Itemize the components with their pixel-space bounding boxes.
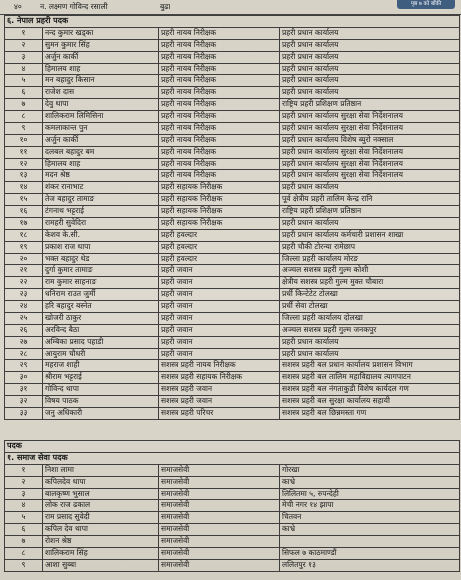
office-address: प्रहरी प्रधान कार्यालय विशेष ब्युरो नक्साल [280,134,460,146]
table-row [5,146,460,158]
table-row [5,75,460,87]
table-row [5,512,460,524]
person-name: नन्द कुमार खड्का [43,27,159,39]
person-name: कपिल देव थापा [43,524,159,536]
designation: प्रहरी नायब निरीक्षक [159,39,280,51]
designation: समाजसेवी [159,464,280,476]
designation: प्रहरी जवान [159,265,280,277]
serial-number: १८ [5,229,43,241]
designation: प्रहरी सहायक निरीक्षक [159,206,280,218]
designation: समाजसेवी [159,536,280,548]
office-address: प्रहरी प्रधान कार्यालय [280,51,460,63]
designation: सशस्त्र प्रहरी परिचर [159,407,280,419]
office-address: चितवन [280,512,460,524]
table-row [5,500,460,512]
table-row [5,265,460,277]
office-address: प्रहरी प्रधान कार्यालय [280,217,460,229]
serial-number: ५ [5,512,43,524]
person-name: हिमालय शाह [43,63,159,75]
serial-number: १६ [5,206,43,218]
designation: प्रहरी नायब निरीक्षक [159,75,280,87]
table-row [5,229,460,241]
office-address: सशस्त्र प्रहरी बल नंगताकुडी विशेष कार्यदल गण [280,384,460,396]
person-name: खोजरी ठाकुर [43,312,159,324]
table-row [5,241,460,253]
designation: सशस्त्र प्रहरी नायब निरीक्षक [159,360,280,372]
designation: समाजसेवी [159,500,280,512]
office-address: मेची नगर १४ झापा [280,500,460,512]
person-name: महराज शाही [43,360,159,372]
person-name: शालिकराम सिंह [43,547,159,559]
table-row [5,559,460,571]
office-address [280,536,460,548]
person-name: दुर्गा कुमार तामाङ [43,265,159,277]
designation: प्रहरी नायब निरीक्षक [159,111,280,123]
person-name: शंकर रानाभाट [43,182,159,194]
serial-number: २५ [5,312,43,324]
serial-number: ६ [5,87,43,99]
designation: प्रहरी जवान [159,336,280,348]
serial-number: २ [5,476,43,488]
medal-heading-row [5,441,460,453]
office-address: क्षेत्रीय सशस्त्र प्रहरी गुल्म मुक्त चौबारा [280,277,460,289]
office-address: सिफल ७ काठमाण्डौं [280,547,460,559]
table-row [5,312,460,324]
serial-number: ९ [5,122,43,134]
designation: समाजसेवी [159,476,280,488]
designation: सशस्त्र प्रहरी जवान [159,384,280,396]
medal-heading: पदक [5,441,460,453]
person-name: अर्जुन कार्की [43,134,159,146]
office-address: प्रहरी प्रधान कार्यालय सुरक्षा सेवा निर्देशनालय [280,122,460,134]
table-row [5,277,460,289]
serial-number: ५ [5,75,43,87]
serial-number: ३ [5,51,43,63]
person-name: राम कुमार साहनाङ [43,277,159,289]
office-address: काभ्रे [280,476,460,488]
person-name: निशा लामा [43,464,159,476]
serial-number: २० [5,253,43,265]
person-name: सुमन कुमार सिंह [43,39,159,51]
police-medal-table [4,15,460,420]
table-row [5,476,460,488]
office-address: प्रहरी प्रधान कार्यालय [280,39,460,51]
person-name: भक्त बहादुर थेड [43,253,159,265]
designation: प्रहरी नायब निरीक्षक [159,122,280,134]
designation: प्रहरी नायब निरीक्षक [159,51,280,63]
person-name: राम प्रसाद सुवेदी [43,512,159,524]
serial-number: १९ [5,241,43,253]
table-row [5,289,460,301]
table-row [5,547,460,559]
designation: प्रहरी नायब निरीक्षक [159,27,280,39]
person-name: मन बहादुर किसान [43,75,159,87]
person-name: हिमालय शाह [43,158,159,170]
office-address: अञ्चल सशस्त्र प्रहरी गुल्म कोशी [280,265,460,277]
serial-number: ४ [5,500,43,512]
serial-number: ३० [5,372,43,384]
designation: प्रहरी नायब निरीक्षक [159,158,280,170]
person-name: टंगनाथ भट्टराई [43,206,159,218]
serial-number: ३१ [5,384,43,396]
serial-number: ३२ [5,396,43,408]
designation: प्रहरी सहायक निरीक्षक [159,182,280,194]
person-name: लोक राज ढकाल [43,500,159,512]
table-row [5,39,460,51]
serial-number: २६ [5,324,43,336]
office-address: सशस्त्र प्रहरी बल तालिम महाविद्यालय त्यागपाटन [280,372,460,384]
designation: प्रहरी सहायक निरीक्षक [159,217,280,229]
serial-number: १० [5,134,43,146]
designation: प्रहरी जवान [159,312,280,324]
office-address: राष्ट्रिय प्रहरी प्रशिक्षण प्रतिष्ठान [280,99,460,111]
office-address: सशस्त्र प्रहरी बल छिन्नमस्ता गण [280,407,460,419]
person-name: तेज बहादुर तामाङ [43,194,159,206]
person-name: बालकृष्ण भुसाल [43,488,159,500]
office-address: ललितपुर १३ [280,559,460,571]
serial-number: १ [5,27,43,39]
office-address: प्रर्धी सेवा टोलखा [280,301,460,313]
person-name: शालिकराम लिमिसिना [43,111,159,123]
person-name: हरि बहादुर बस्नेत [43,301,159,313]
person-name: मदन श्रेष्ठ [43,170,159,182]
office-address: पूर्व क्षेत्रीय प्रहरी तालिम केन्द्र रानि [280,194,460,206]
top-row-name: न. लक्ष्मण गोविन्द रसाली [40,2,108,11]
person-name: विषय पाठक [43,396,159,408]
person-name: प्रकाश राज थापा [43,241,159,253]
designation: प्रहरी जवान [159,277,280,289]
serial-number: ३३ [5,407,43,419]
serial-number: ८ [5,111,43,123]
designation: प्रहरी जवान [159,289,280,301]
person-name: दलबल बहादुर बम [43,146,159,158]
serial-number: ६ [5,524,43,536]
table-row [5,134,460,146]
serial-number: २८ [5,348,43,360]
table-row [5,396,460,408]
serial-number: १ [5,464,43,476]
designation: समाजसेवी [159,524,280,536]
serial-number: २ [5,39,43,51]
office-address: प्रहरी प्रधान कार्यालय [280,348,460,360]
person-name: आयुराम चौधरी [43,348,159,360]
table-row [5,348,460,360]
table-row [5,206,460,218]
office-address: प्रहरी चौकी टोरन्या रामेछाप [280,241,460,253]
office-address: प्रहरी प्रधान कार्यालय [280,87,460,99]
person-name: देवु थापा [43,99,159,111]
table-row [5,360,460,372]
person-name: अर्जुन कार्की [43,51,159,63]
office-address: गोरखा [280,464,460,476]
person-name: रामहरी सुवेदिरा [43,217,159,229]
person-name: अरविन्द बैठा [43,324,159,336]
serial-number: २३ [5,289,43,301]
table-row [5,407,460,419]
person-name: कमलाकान्त पुन [43,122,159,134]
office-address: प्रहरी प्रधान कार्यालय [280,27,460,39]
top-row-number: ४० [14,2,22,11]
table-row [5,464,460,476]
section-title: १. समाज सेवा पदक [5,452,460,464]
designation: सशस्त्र प्रहरी जवान [159,396,280,408]
designation: प्रहरी नायब निरीक्षक [159,99,280,111]
office-address: सशस्त्र प्रहरी बल प्रधान कार्यालय प्रशासन विभाग [280,360,460,372]
table-row [5,217,460,229]
top-partial-row [0,0,461,15]
table-row [5,99,460,111]
designation: समाजसेवी [159,512,280,524]
serial-number: ११ [5,146,43,158]
designation: प्रहरी नायब निरीक्षक [159,146,280,158]
serial-number: १२ [5,158,43,170]
table-row [5,253,460,265]
serial-number: १४ [5,182,43,194]
serial-number: २९ [5,360,43,372]
office-address: लिलितमा ५, रुपन्देही [280,488,460,500]
office-address: प्रहरी प्रधान कार्यालय [280,336,460,348]
person-name: अम्बिका प्रसाद पहाडी [43,336,159,348]
table-row [5,301,460,313]
section-title: ६. नेपाल प्रहरी पदक [5,16,460,28]
designation: समाजसेवी [159,547,280,559]
office-address: राष्ट्रिय प्रहरी प्रशिक्षण प्रतिष्ठान [280,206,460,218]
serial-number: ३ [5,488,43,500]
serial-number: २१ [5,265,43,277]
office-address: सशस्त्र प्रहरी बल सुरक्षा कार्यालय सहायी [280,396,460,408]
designation: प्रहरी हवल्दार [159,229,280,241]
serial-number: २२ [5,277,43,289]
serial-number: १३ [5,170,43,182]
table-row [5,336,460,348]
office-address: प्रहरी प्रधान कार्यालय सुरक्षा सेवा निर्देशनालय [280,111,460,123]
office-address: प्रहरी प्रधान कार्यालय [280,63,460,75]
table-row [5,194,460,206]
table-row [5,87,460,99]
designation: समाजसेवी [159,559,280,571]
table-row [5,488,460,500]
person-name: श्रीराम भट्टराई [43,372,159,384]
designation: प्रहरी नायब निरीक्षक [159,87,280,99]
table-row [5,372,460,384]
serial-number: १५ [5,194,43,206]
serial-number: २७ [5,336,43,348]
table-row [5,384,460,396]
section-title-row [5,16,460,28]
designation: प्रहरी नायब निरीक्षक [159,170,280,182]
designation: प्रहरी नायब निरीक्षक [159,63,280,75]
office-address: प्रहरी प्रधान कार्यालय [280,182,460,194]
office-address: प्रहरी प्रधान कार्यालय कर्मचारी प्रशासन शाखा [280,229,460,241]
table-row [5,63,460,75]
serial-number: १७ [5,217,43,229]
designation: समाजसेवी [159,488,280,500]
person-name: गोविन्द थापा [43,384,159,396]
table-row [5,158,460,170]
person-name: केशव के.सी. [43,229,159,241]
social-service-medal-table [4,440,460,572]
serial-number: ७ [5,536,43,548]
office-address: अञ्चल सशस्त्र प्रहरी गुल्म जनकपुर [280,324,460,336]
person-name: रोशन श्रेष्ठ [43,536,159,548]
designation: प्रहरी हवल्दार [159,253,280,265]
office-address: प्रहरी प्रधान कार्यालय सुरक्षा सेवा निर्देशनालय [280,158,460,170]
table-row [5,111,460,123]
designation: प्रहरी जवान [159,348,280,360]
top-row-place: बुढा [160,2,171,11]
serial-number: २४ [5,301,43,313]
designation: प्रहरी हवल्दार [159,241,280,253]
office-address: जिल्ला प्रहरी कार्यालय मोरङ [280,253,460,265]
designation: प्रहरी जवान [159,301,280,313]
office-address: जिल्ला प्रहरी कार्यालय दोलखा [280,312,460,324]
serial-number: ८ [5,547,43,559]
page-badge: पृष्ठ ७ को बाँकी [397,0,455,9]
table-row [5,182,460,194]
person-name: कपिलदेव थापा [43,476,159,488]
person-name: जनु अधिकारी [43,407,159,419]
section-title-row [5,452,460,464]
person-name: आशा सुब्बा [43,559,159,571]
serial-number: ४ [5,63,43,75]
designation: प्रहरी नायब निरीक्षक [159,134,280,146]
person-name: राजेश दास [43,87,159,99]
office-address: प्रहरी प्रधान कार्यालय सुरक्षा सेवा निर्देशनालय [280,146,460,158]
designation: सशस्त्र प्रहरी सहायक निरीक्षक [159,372,280,384]
serial-number: ७ [5,99,43,111]
designation: प्रहरी जवान [159,324,280,336]
table-row [5,122,460,134]
office-address: प्रर्धी किन्टेटेट टोलखा [280,289,460,301]
office-address: प्रहरी प्रधान कार्यालय सुरक्षा सेवा निर्देशनालय [280,170,460,182]
table-row [5,51,460,63]
person-name: धनिराम राउत जुर्मी [43,289,159,301]
office-address: काभ्रे [280,524,460,536]
table-row [5,27,460,39]
designation: प्रहरी सहायक निरीक्षक [159,194,280,206]
table-row [5,536,460,548]
serial-number: ९ [5,559,43,571]
table-row [5,524,460,536]
office-address: प्रहरी प्रधान कार्यालय [280,75,460,87]
table-row [5,170,460,182]
table-row [5,324,460,336]
